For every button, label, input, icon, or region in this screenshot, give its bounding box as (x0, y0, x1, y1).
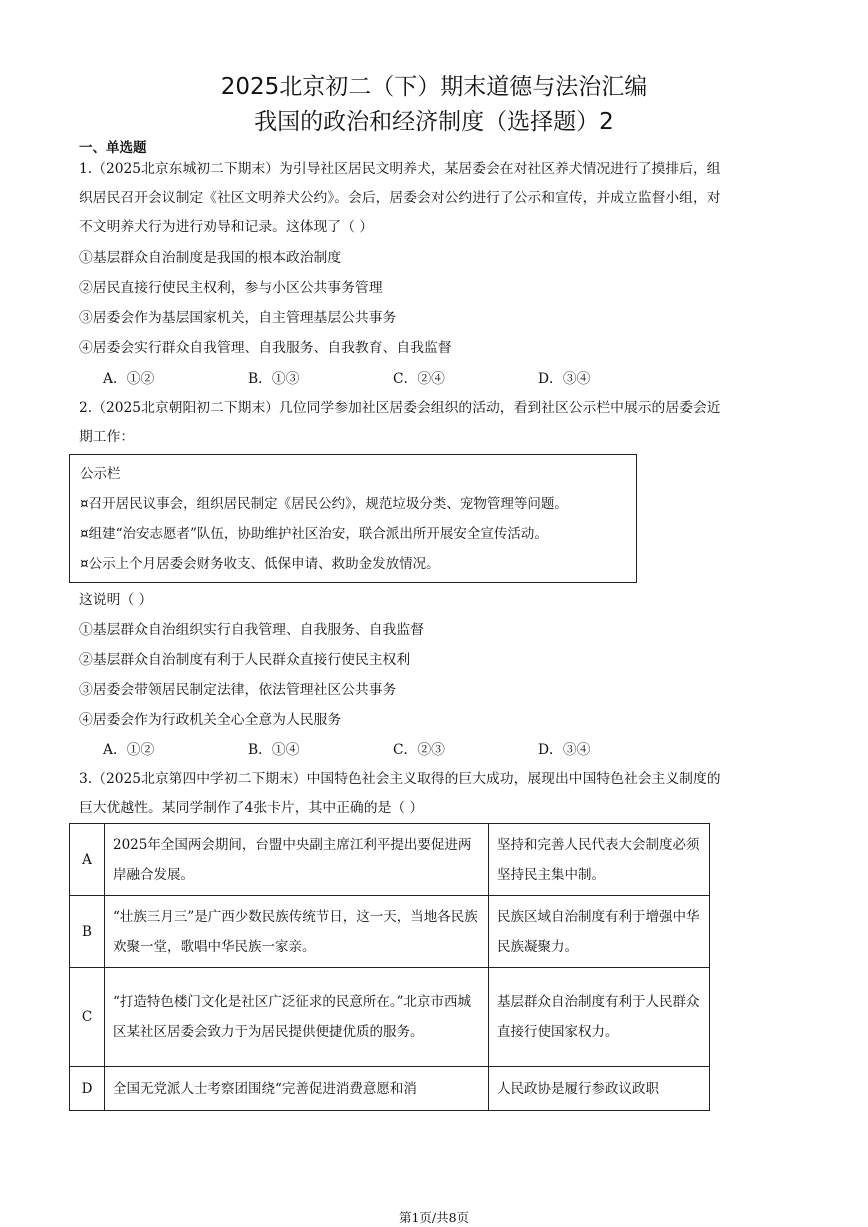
notice-board (69, 454, 637, 583)
q2-option-a: A．①② (103, 742, 155, 758)
q1-option-a: A．①② (103, 371, 155, 387)
card-conclusion: 基层群众自治制度有利于人民群众直接行使国家权力。 (489, 968, 710, 1067)
card-conclusion: 坚持和完善人民代表大会制度必须坚持民主集中制。 (489, 824, 710, 896)
q2-statement: ③居委会带领居民制定法律，依法管理社区公共事务 (79, 682, 397, 698)
table-row (70, 968, 710, 1067)
card-label: B (70, 896, 105, 968)
q1-statement: ②居民直接行使民主权利，参与小区公共事务管理 (79, 280, 383, 296)
section-heading: 一、单选题 (79, 140, 147, 156)
card-fact: “壮族三月三”是广西少数民族传统节日，这一天，当地各民族欢聚一堂，歌唱中华民族一家亲。 (105, 896, 489, 968)
cards-table (69, 823, 710, 1111)
q1-stem-line: 织居民召开会议制定《社区文明养犬公约》。会后，居委会对公约进行了公示和宣传，并成立监督小组，对 (79, 190, 721, 206)
table-row (70, 1067, 710, 1111)
q1-options (103, 367, 683, 387)
card-label: A (70, 824, 105, 896)
doc-subtitle: 我国的政治和经济制度（选择题）2 (254, 109, 614, 135)
card-fact: 全国无党派人士考察团围绕“完善促进消费意愿和消 (105, 1067, 489, 1111)
card-conclusion: 人民政协是履行参政议政职 (489, 1067, 710, 1111)
notice-board-title: 公示栏 (80, 466, 121, 482)
page-number: 第1页/共8页 (398, 1210, 470, 1225)
card-label: D (70, 1067, 105, 1111)
q2-statement: ④居委会作为行政机关全心全意为人民服务 (79, 712, 342, 728)
notice-board-item: ¤组建“治安志愿者”队伍，协助维护社区治安，联合派出所开展安全宣传活动。 (80, 526, 548, 542)
card-fact: 2025年全国两会期间，台盟中央副主席江利平提出要促进两岸融合发展。 (105, 824, 489, 896)
q1-stem-line: 1.（2025北京东城初二下期末）为引导社区居民文明养犬，某居委会在对社区养犬情况进行了摸排后，组 (79, 161, 721, 177)
q1-statement: ③居委会作为基层国家机关，自主管理基层公共事务 (79, 310, 397, 326)
q2-stem-line: 期工作： (79, 429, 135, 445)
doc-title: 2025北京初二（下）期末道德与法治汇编 (220, 74, 648, 100)
q2-statement: ②基层群众自治制度有利于人民群众直接行使民主权利 (79, 652, 411, 668)
q2-stem-line: 2.（2025北京朝阳初二下期末）几位同学参加社区居委会组织的活动，看到社区公示栏中展示的居委会近 (79, 400, 721, 416)
notice-board-item: ¤公示上个月居委会财务收支、低保申请、救助金发放情况。 (80, 556, 440, 572)
q2-option-b: B．①④ (248, 742, 300, 758)
q3-stem-line: 巨大优越性。某同学制作了4张卡片，其中正确的是（ ） (79, 800, 424, 816)
q2-option-d: D．③④ (538, 742, 591, 758)
card-conclusion: 民族区域自治制度有利于增强中华民族凝聚力。 (489, 896, 710, 968)
q2-options (103, 738, 683, 758)
card-fact: “打造特色楼门文化是社区广泛征求的民意所在。”北京市西城区某社区居委会致力于为居民提供便捷优质的服务。 (105, 968, 489, 1067)
q1-option-c: C．②④ (393, 371, 445, 387)
q3-stem-line: 3.（2025北京第四中学初二下期末）中国特色社会主义取得的巨大成功，展现出中国特色社会主义制度的 (79, 771, 721, 787)
q1-statement: ①基层群众自治制度是我国的根本政治制度 (79, 250, 342, 266)
q2-option-c: C．②③ (393, 742, 445, 758)
table-row (70, 824, 710, 896)
q2-statement: ①基层群众自治组织实行自我管理、自我服务、自我监督 (79, 622, 424, 638)
q1-option-b: B．①③ (248, 371, 300, 387)
card-label: C (70, 968, 105, 1067)
notice-board-item: ¤召开居民议事会，组织居民制定《居民公约》，规范垃圾分类、宠物管理等问题。 (80, 496, 568, 512)
table-row (70, 896, 710, 968)
q1-option-d: D．③④ (538, 371, 591, 387)
q1-stem-line: 不文明养犬行为进行劝导和记录。这体现了（ ） (79, 219, 374, 235)
q2-prompt: 这说明（ ） (79, 592, 153, 608)
q1-statement: ④居委会实行群众自我管理、自我服务、自我教育、自我监督 (79, 340, 452, 356)
